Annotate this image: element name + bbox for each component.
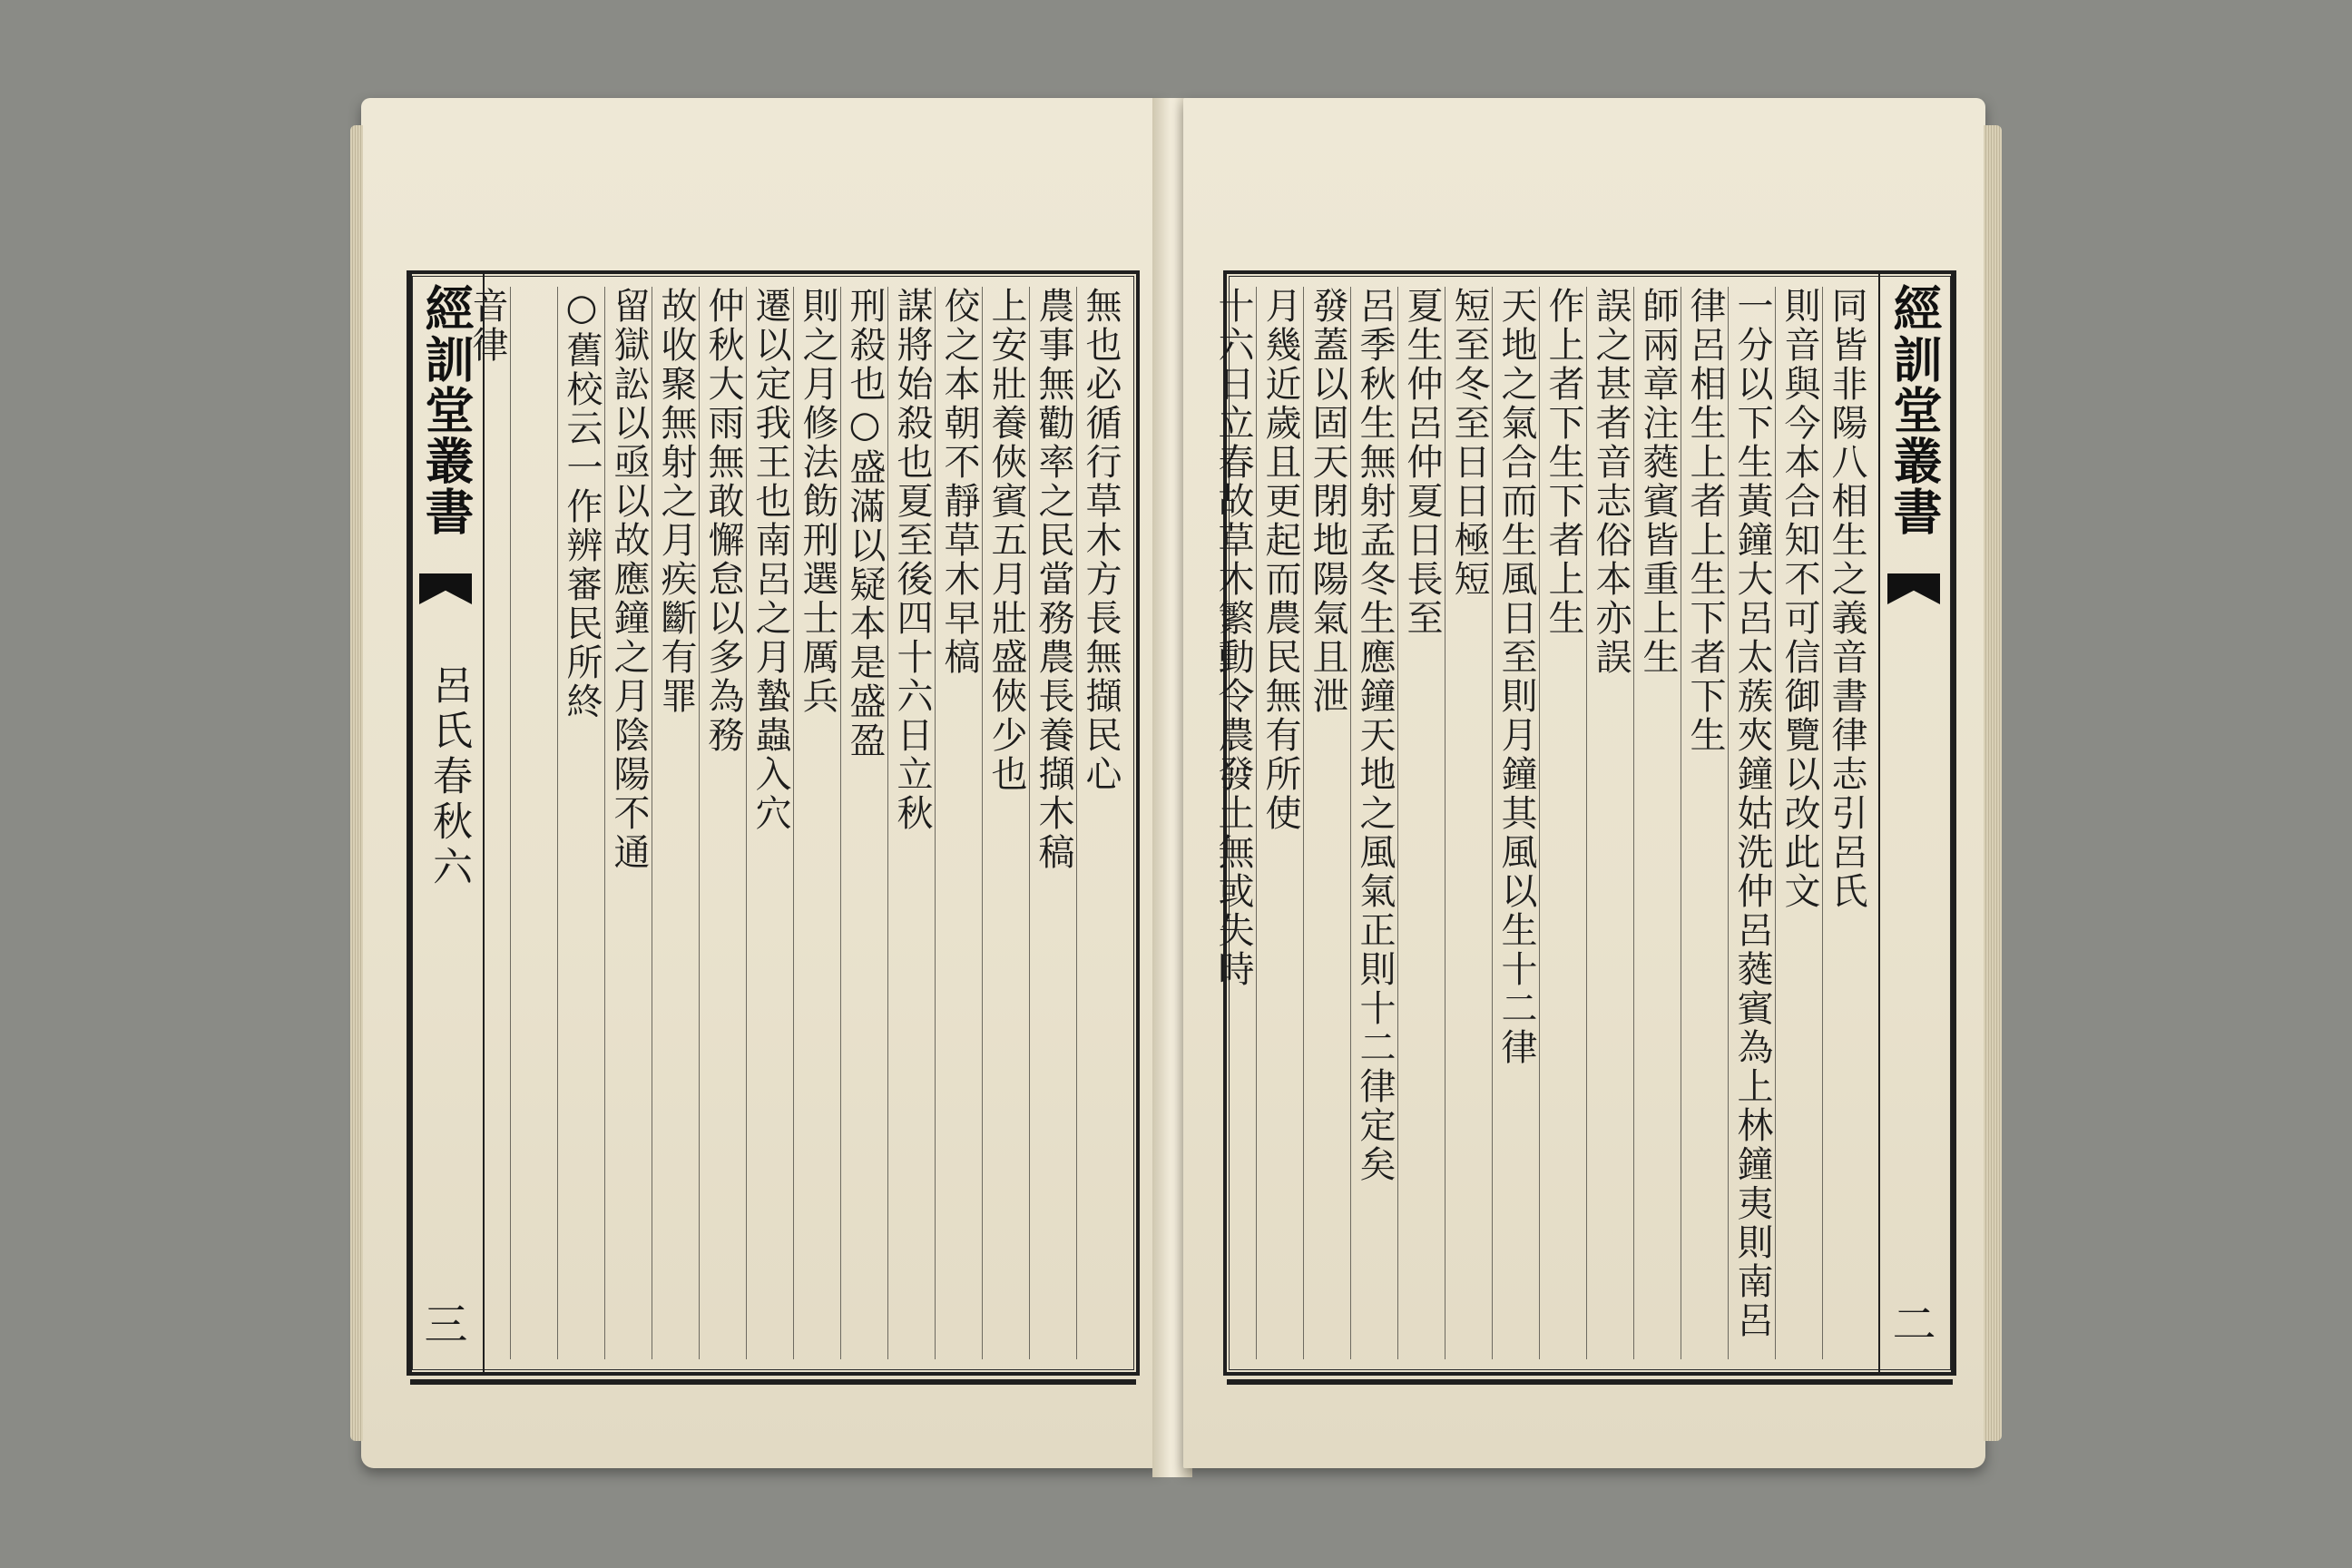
text-column: 則音與今本合知不可信御覽以改此文 bbox=[1775, 287, 1822, 1359]
text-column: 故收聚無射之月疾斷有罪 bbox=[652, 287, 699, 1359]
right-page bbox=[1183, 98, 1985, 1468]
page-edge-right bbox=[1984, 125, 2002, 1441]
text-column: 上安壯養俠賓五月壯盛俠少也 bbox=[982, 287, 1029, 1359]
text-column: 作上者下生下者上生 bbox=[1539, 287, 1586, 1359]
text-column: 月幾近歲且更起而農民無有所使 bbox=[1256, 287, 1303, 1359]
text-column: 一分以下生黃鐘大呂太蔟夾鐘姑洗仲呂蕤賓為上林鐘夷則南呂 bbox=[1728, 287, 1775, 1359]
left-text-frame bbox=[407, 270, 1140, 1376]
text-column: 農事無勸率之民當務農長養擷木稿 bbox=[1029, 287, 1076, 1359]
left-banner-subtitle: 呂氏春秋六 bbox=[426, 664, 472, 891]
left-columns bbox=[466, 287, 1123, 1359]
text-column: 夏生仲呂仲夏日長至 bbox=[1397, 287, 1445, 1359]
right-banner-title: 經訓堂叢書 bbox=[1886, 283, 1944, 537]
right-banner bbox=[1878, 274, 1953, 1372]
text-column: 呂季秋生無射孟冬生應鐘天地之風氣正則十二律定矣 bbox=[1350, 287, 1397, 1359]
left-banner-title: 經訓堂叢書 bbox=[417, 283, 475, 537]
text-column: 則之月修法飭刑選士厲兵 bbox=[793, 287, 840, 1359]
frame-bottom-rule bbox=[1227, 1379, 1953, 1385]
left-folio: 三 bbox=[416, 1301, 467, 1345]
text-column: 師兩章注蕤賓皆重上生 bbox=[1633, 287, 1681, 1359]
frame-bottom-rule bbox=[410, 1379, 1136, 1385]
text-column: 仲秋大雨無敢懈怠以多為務 bbox=[699, 287, 746, 1359]
right-folio: 二 bbox=[1885, 1301, 1936, 1345]
text-column bbox=[510, 287, 557, 1359]
page-edge-left bbox=[350, 125, 363, 1441]
right-text-frame bbox=[1212, 270, 1956, 1376]
section-heading: 音律 bbox=[466, 287, 508, 365]
text-column: 短至冬至日日極短 bbox=[1445, 287, 1492, 1359]
text-column: 佼之本朝不靜草木早槁 bbox=[935, 287, 982, 1359]
text-column: 謀將始殺也夏至後四十六日立秋 bbox=[887, 287, 935, 1359]
text-column: 律呂相生上者上生下者下生 bbox=[1681, 287, 1728, 1359]
text-column: 同皆非陽八相生之義音書律志引呂氏 bbox=[1822, 287, 1869, 1359]
text-column: 留獄訟以亟以故應鐘之月陰陽不通 bbox=[604, 287, 652, 1359]
text-column: 天地之氣合而生風日至則月鐘其風以生十二律 bbox=[1492, 287, 1539, 1359]
fish-tail-mark bbox=[1887, 573, 1940, 604]
text-column: ○舊校云一作辨審民所終 bbox=[557, 287, 604, 1359]
text-column: 誤之甚者音志俗本亦誤 bbox=[1586, 287, 1633, 1359]
right-columns bbox=[1212, 287, 1869, 1359]
text-column: 無也必循行草木方長無擷民心 bbox=[1076, 287, 1123, 1359]
open-book bbox=[361, 98, 1985, 1486]
text-column: 刑殺也○盛滿以疑本是盛盈 bbox=[840, 287, 887, 1359]
text-column: 十六日立春故草木繁動令農發土無或失時 bbox=[1212, 287, 1254, 989]
text-column: 遷以定我王也南呂之月蟄蟲入穴 bbox=[746, 287, 793, 1359]
left-page bbox=[361, 98, 1161, 1468]
text-column: 發蓋以固天閉地陽氣且泄 bbox=[1303, 287, 1350, 1359]
